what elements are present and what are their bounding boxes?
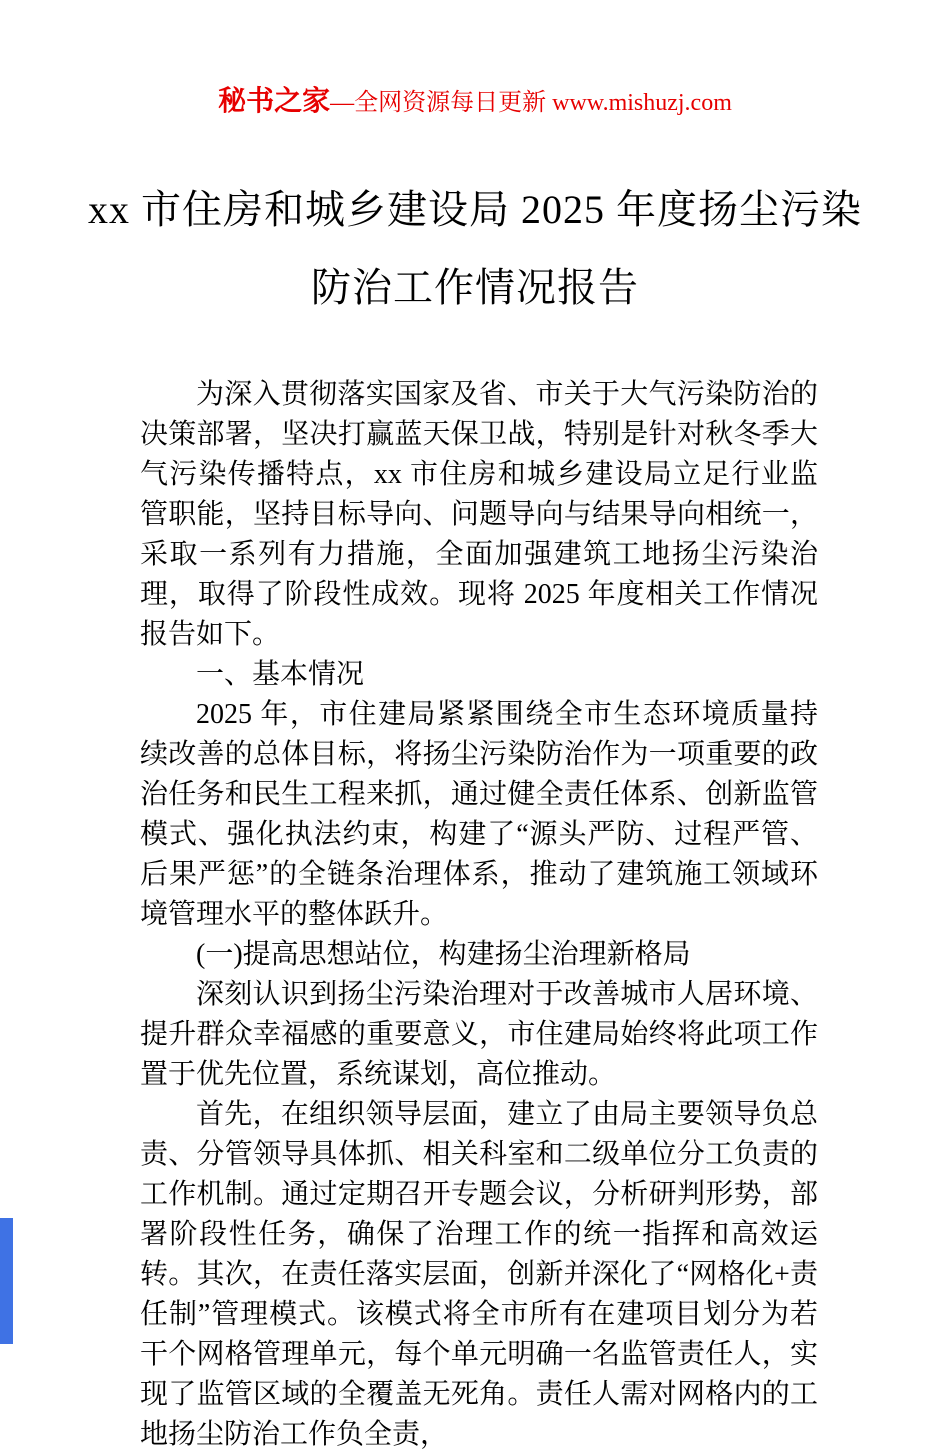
paragraph-intro: 为深入贯彻落实国家及省、市关于大气污染防治的决策部署，坚决打赢蓝天保卫战，特别是针对秋冬季大气污染传播特点，xx 市住房和城乡建设局立足行业监管职能，坚持目标导向、问题导向与结果导向相统一，采取一系列有力措施，全面加强建筑工地扬尘污染治理，取得了阶段性成效。现将 2025 年度相关工作情况报告如下。 [140, 379, 818, 650]
document-body [0, 375, 950, 1455]
heading-section-1: 一、基本情况 [196, 659, 365, 690]
header-dash: — [330, 90, 355, 116]
heading-subsection-1: (一)提高思想站位，构建扬尘治理新格局 [196, 939, 691, 970]
document-title-line-1: xx 市住房和城乡建设局 2025 年度扬尘污染 [88, 187, 862, 232]
header-tagline: 全网资源每日更新 [354, 90, 553, 116]
left-edge-accent-bar [0, 1218, 13, 1344]
header-url: www.mishuzj.com [552, 90, 732, 116]
paragraph-organization: 首先，在组织领导层面，建立了由局主要领导负总责、分管领导具体抓、相关科室和二级单位分工负责的工作机制。通过定期召开专题会议，分析研判形势，部署阶段性任务，确保了治理工作的统一指挥和高效运转。其次，在责任落实层面，创新并深化了“网格化+责任制”管理模式。该模式将全市所有在建项目划分为若干个网格管理单元，每个单元明确一名监管责任人，实现了监管区域的全覆盖无死角。责任人需对网格内的工地扬尘防治工作负全责， [140, 1099, 818, 1450]
paragraph-understanding: 深刻认识到扬尘污染治理对于改善城市人居环境、提升群众幸福感的重要意义，市住建局始终将此项工作置于优先位置，系统谋划，高位推动。 [140, 979, 818, 1090]
paragraph-overview: 2025 年，市住建局紧紧围绕全市生态环境质量持续改善的总体目标，将扬尘污染防治作为一项重要的政治任务和民生工程来抓，通过健全责任体系、创新监管模式、强化执法约束，构建了“源头严防、过程严管、后果严惩”的全链条治理体系，推动了建筑施工领域环境管理水平的整体跃升。 [140, 699, 818, 930]
site-brand: 秘书之家 [218, 86, 331, 117]
document-title-line-2: 防治工作情况报告 [311, 265, 639, 310]
document-title [0, 171, 950, 327]
site-header [0, 0, 950, 119]
